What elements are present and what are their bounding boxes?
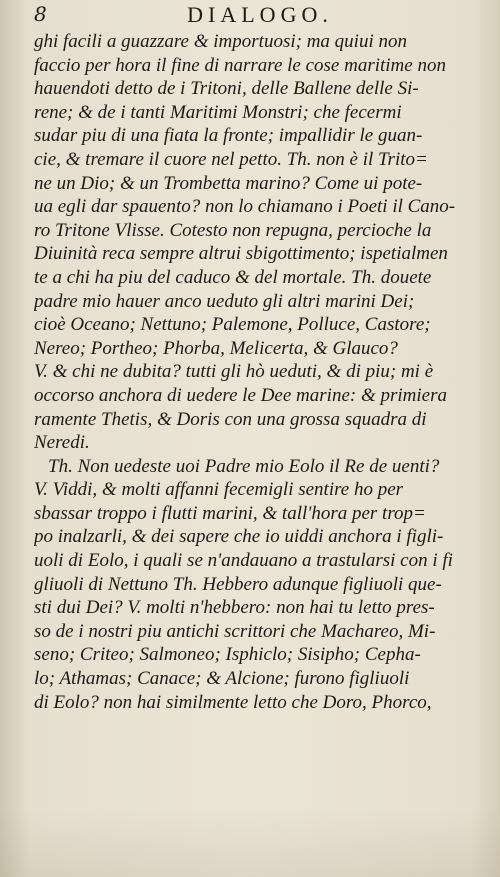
text-line: Neredi. [34, 432, 90, 454]
page-header [0, 2, 500, 30]
text-line: padre mio hauer anco ueduto gli altri marini Dei; [34, 290, 415, 312]
text-line: cie, & tremare il cuore nel petto. Th. non è il Trito= [34, 148, 428, 170]
text-line: lo; Athamas; Canace; & Alcione; furono figliuoli [34, 668, 410, 690]
text-line: di Eolo? non hai similmente letto che Doro, Phorco, [34, 691, 432, 713]
text-line: po inalzarli, & dei sapere che io uiddi anchora i figli- [34, 526, 444, 548]
text-line: seno; Criteo; Salmoneo; Isphiclo; Sisipho; Cepha- [34, 644, 421, 666]
text-line: Th. Non uedeste uoi Padre mio Eolo il Re de uenti? [48, 455, 440, 477]
text-line: sti dui Dei? V. molti n'hebbero: non hai tu letto pres- [34, 597, 435, 619]
running-head: DIALOGO. [187, 2, 333, 27]
text-line: V. & chi ne dubita? tutti gli hò ueduti, & di piu; mi è [34, 361, 434, 383]
page-number: 8 [34, 2, 47, 26]
text-line: so de i nostri piu antichi scrittori che Machareo, Mi- [34, 620, 436, 642]
text-line: sudar piu di una fiata la fronte; impallidir le guan- [34, 125, 423, 147]
text-line: uoli di Eolo, i quali se n'andauano a trastularsi con i fi [34, 550, 453, 572]
text-line: ua egli dar spauento? non lo chiamano i Poeti il Cano- [34, 196, 456, 218]
page-shadow [0, 807, 500, 877]
text-line: ramente Thetis, & Doris con una grossa squadra di [34, 408, 427, 430]
text-line: ne un Dio; & un Trombetta marino? Come ui pote- [34, 172, 423, 194]
text-line: cioè Oceano; Nettuno; Palemone, Polluce, Castore; [34, 314, 431, 336]
text-line: Diuinità reca sempre altrui sbigottimento; ispetialmen [34, 243, 448, 265]
text-line: ghi facili a guazzare & importuosi; ma quiui non [34, 31, 407, 52]
text-line: gliuoli di Nettuno Th. Hebbero adunque figliuoli que- [34, 573, 442, 595]
text-line: ro Tritone Vlisse. Cotesto non repugna, percioche la [34, 219, 432, 241]
text-line: occorso anchora di uedere le Dee marine: & primiera [34, 384, 447, 406]
text-line: te a chi ha piu del caduco & del mortale. Th. douete [34, 266, 432, 288]
text-line: rene; & de i tanti Maritimi Monstri; che fecermi [34, 101, 402, 123]
text-line: sbassar troppo i flutti marini, & tall'hora per trop= [34, 502, 426, 524]
text-line: V. Viddi, & molti affanni fecemigli sentire ho per [34, 479, 404, 501]
text-line: faccio per hora il fine di narrare le cose maritime non [34, 54, 446, 76]
text-line: Nereo; Portheo; Phorba, Melicerta, & Glauco? [34, 337, 398, 359]
body-text [34, 30, 474, 714]
text-line: hauendoti detto de i Tritoni, delle Ballene delle Si- [34, 78, 419, 100]
